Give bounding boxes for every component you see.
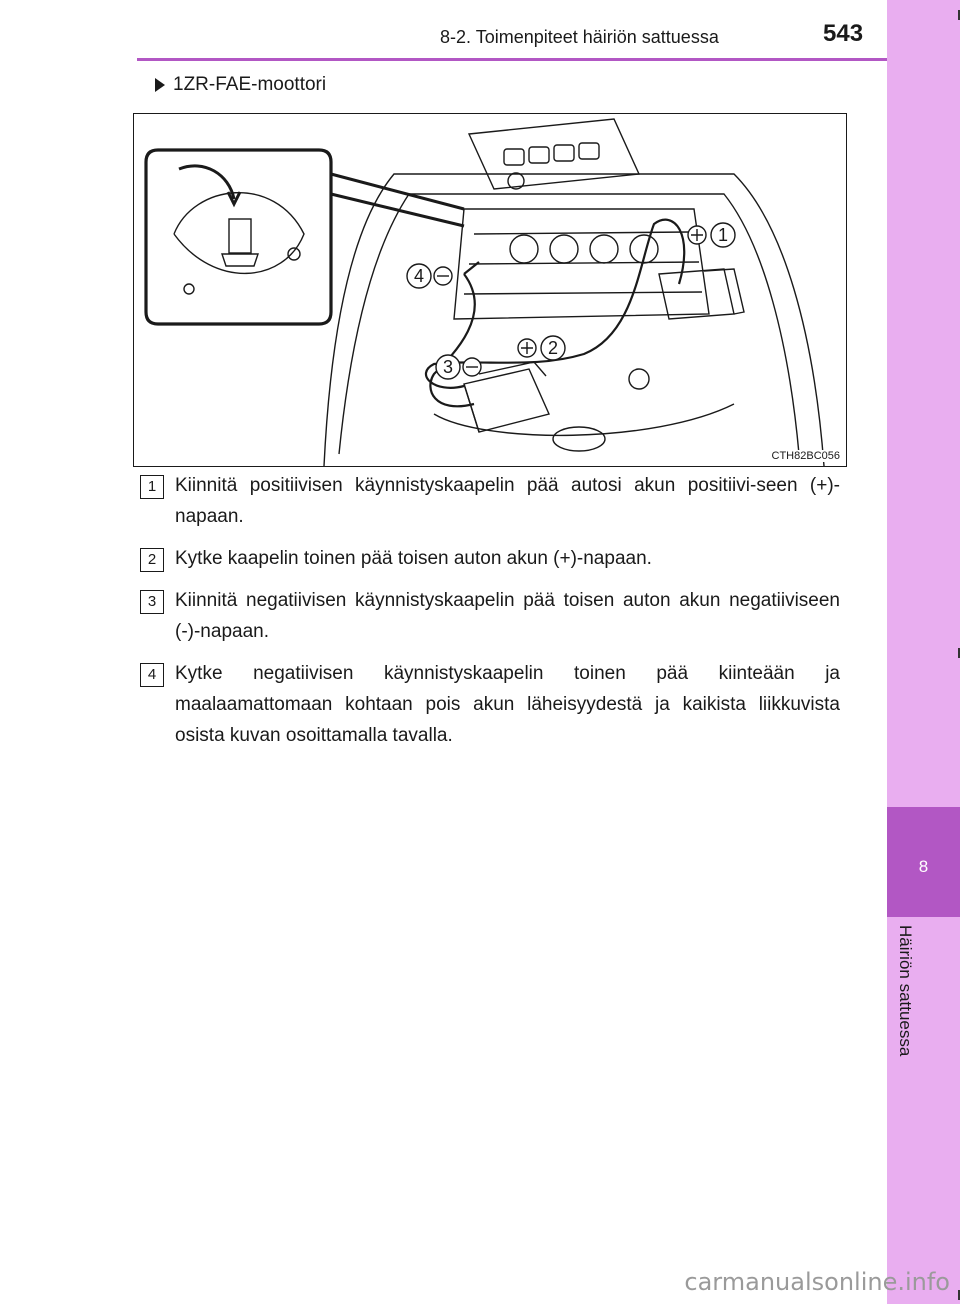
- engine-bay-drawing: [134, 114, 846, 466]
- chapter-tab[interactable]: [887, 807, 960, 917]
- figure-code: CTH82BC056: [771, 450, 840, 462]
- step-3: [140, 585, 840, 647]
- header-section-title: 8-2. Toimenpiteet häiriön sattuessa: [440, 27, 719, 47]
- step-text: Kytke kaapelin toinen pää toisen auton akun (+)-napaan.: [175, 548, 652, 569]
- step-number: 3: [140, 590, 164, 614]
- chapter-number: 8: [918, 857, 929, 876]
- svg-text:3: 3: [442, 357, 454, 377]
- engine-illustration: [133, 113, 847, 467]
- side-tab: [887, 0, 960, 1304]
- step-4: [140, 658, 840, 751]
- callout-4: [407, 264, 452, 288]
- callout-3: [436, 355, 481, 379]
- step-text: Kytke negatiivisen käynnistyskaapelin toinen pää kiinteään ja maalaamattomaan kohtaan pois akun läheisyydestä ja kaikista liikkuvista osista kuvan osoittamalla tavalla.: [175, 663, 840, 746]
- step-number: 1: [140, 475, 164, 499]
- step-number: 2: [140, 548, 164, 572]
- page-number: 543: [823, 20, 864, 47]
- header-rule: [137, 58, 887, 61]
- section-heading-text: 1ZR-FAE-moottori: [173, 74, 327, 95]
- step-2: [140, 543, 840, 574]
- steps-list: [140, 470, 840, 762]
- svg-text:1: 1: [717, 225, 729, 245]
- callout-1: [688, 223, 735, 247]
- watermark: carmanualsonline.info: [684, 1268, 950, 1296]
- section-heading: [155, 74, 326, 96]
- step-1: [140, 470, 840, 532]
- step-text: Kiinnitä positiivisen käynnistyskaapelin pää autosi akun positiivi-seen (+)-napaan.: [175, 475, 840, 527]
- step-number: 4: [140, 663, 164, 687]
- step-text: Kiinnitä negatiivisen käynnistyskaapelin pää toisen auton akun negatiiviseen (-)-napaan.: [175, 590, 840, 642]
- triangle-bullet-icon: [155, 78, 165, 92]
- svg-text:4: 4: [413, 266, 425, 286]
- callout-2: [518, 336, 565, 360]
- chapter-label: Häiriön sattuessa: [896, 925, 915, 1057]
- svg-text:2: 2: [547, 338, 559, 358]
